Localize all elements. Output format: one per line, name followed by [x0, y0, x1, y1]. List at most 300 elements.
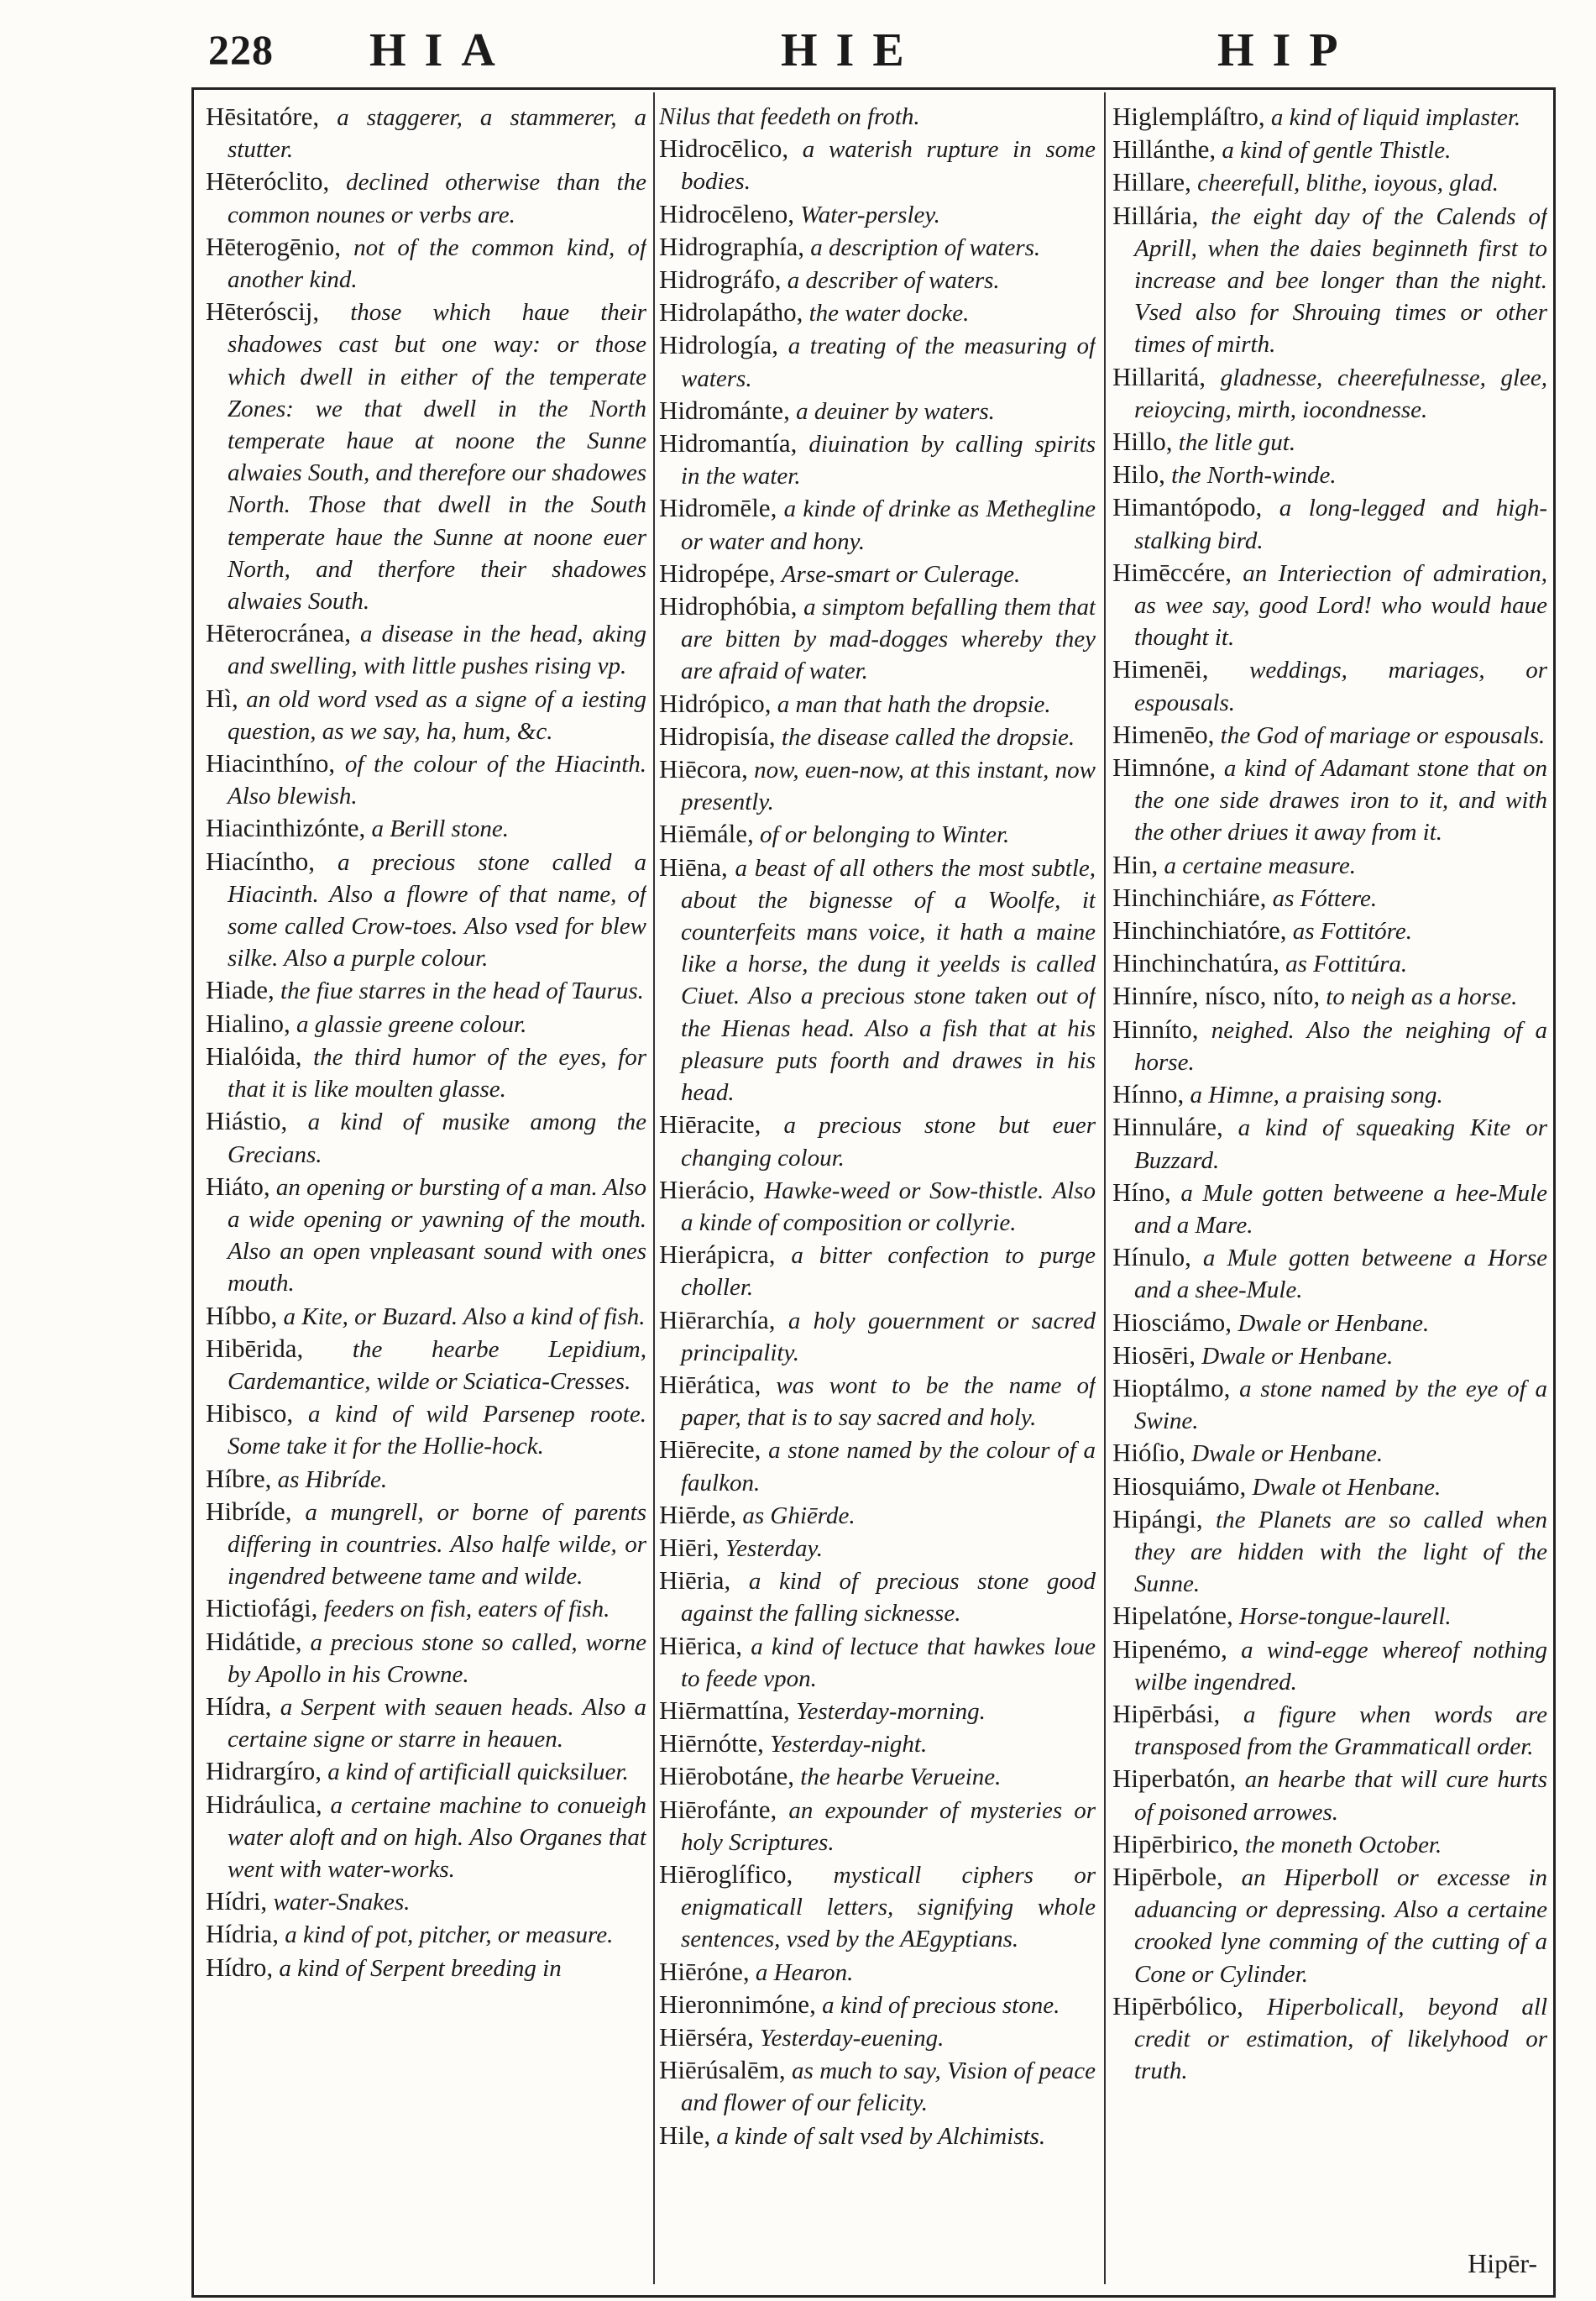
dictionary-entry [1112, 1990, 1547, 2088]
dictionary-entry [659, 852, 1096, 1109]
entry-headword: Hipelatóne, [1112, 1601, 1233, 1631]
entry-definition: a beast of all others the most subtle, about the bignesse of a Woolfe, it counterfeits mans voice, it hath a maine like a horse, the dung it yeelds is called Ciuet. Also a precious stone taken out of the Hienas head. Also a fish that at his pleasure puts foorth and drawes in his head. [681, 854, 1096, 1107]
entry-headword: Hiáto, [206, 1171, 270, 1201]
dictionary-entry [1112, 1078, 1547, 1111]
entry-headword: Hiērde, [659, 1499, 737, 1529]
dictionary-entry [206, 747, 646, 812]
dictionary-entry [206, 1626, 646, 1690]
dictionary-entry [1112, 459, 1547, 491]
dictionary-entry [659, 1304, 1096, 1369]
entry-headword: Hinníto, [1112, 1014, 1199, 1044]
entry-headword: Hidrománte, [659, 395, 790, 425]
entry-headword: Hiērecite, [659, 1434, 761, 1465]
entry-definition: now, euen-now, at this instant, now presently. [681, 757, 1096, 816]
dictionary-entry [659, 1565, 1096, 1629]
dictionary-entry [659, 1794, 1096, 1858]
dictionary-entry [206, 1397, 646, 1462]
entry-headword: Hiērséra, [659, 2021, 754, 2052]
dictionary-entry [206, 1300, 646, 1333]
entry-headword: Hēterogēnio, [206, 231, 341, 261]
dictionary-entry [206, 1463, 646, 1496]
entry-definition: the third humor of the eyes, for that it is like moulten glasse. [228, 1043, 646, 1103]
dictionary-entry [206, 1008, 646, 1040]
entry-headword: Hipángi, [1112, 1503, 1203, 1533]
entry-headword: Hipērbole, [1112, 1861, 1223, 1891]
entry-headword: Hidrocēleno, [659, 198, 794, 228]
entry-headword: Hioptálmo, [1112, 1372, 1231, 1402]
entry-definition: Dwale or Henbane. [1201, 1342, 1394, 1370]
dictionary-entry [1112, 1763, 1547, 1827]
dictionary-entry [206, 1690, 646, 1755]
entry-headword: Hipenémo, [1112, 1633, 1227, 1664]
entry-headword: Hidrográfo, [659, 265, 782, 295]
entry-definition: Dwale or Henbane. [1191, 1440, 1384, 1468]
entry-headword: Hiosciámo, [1112, 1307, 1232, 1337]
entry-definition: the Planets are so called when they are hidden with the light of the Sunne. [1134, 1506, 1547, 1598]
entry-headword: Hiosēri, [1112, 1339, 1196, 1370]
dictionary-entry [1112, 557, 1547, 654]
entry-headword: Hínno, [1112, 1079, 1185, 1109]
dictionary-entry [1112, 166, 1547, 199]
dictionary-entry [659, 1630, 1096, 1695]
dictionary-entry [659, 1989, 1096, 2021]
page-number: 228 [208, 26, 274, 73]
entry-headword: Hidrolapátho, [659, 297, 803, 328]
entry-headword: Hiástio, [206, 1106, 288, 1136]
entry-definition: a certaine measure. [1164, 852, 1356, 879]
entry-headword: Hieronnimóne, [659, 1989, 816, 2019]
dictionary-entry [206, 1592, 646, 1625]
entry-definition: a precious stone but euer changing colour. [681, 1112, 1096, 1171]
entry-headword: Híbbo, [206, 1300, 278, 1330]
entry-definition: an Interiection of admiration, as wee say, good Lord! who would haue thought it. [1134, 559, 1547, 652]
entry-headword: Hiērúsalēm, [659, 2055, 786, 2085]
entry-headword: Hiērmattína, [659, 1695, 790, 1725]
running-head-left: HIA [369, 24, 514, 76]
entry-headword: Híbre, [206, 1463, 272, 1493]
dictionary-entry [659, 296, 1096, 329]
dictionary-entry [659, 264, 1096, 296]
entry-definition: as Hibríde. [277, 1465, 388, 1493]
entry-headword: Hiērica, [659, 1630, 742, 1660]
entry-headword: Hidráulica, [206, 1789, 322, 1819]
entry-definition: Hawke-weed or Sow-thistle. Also a kinde of composition or collyrie. [681, 1177, 1096, 1236]
entry-definition: to neigh as a horse. [1326, 983, 1518, 1011]
dictionary-entry [206, 974, 646, 1007]
entry-definition: a stone named by the eye of a Swine. [1134, 1375, 1547, 1435]
entry-headword: Hiēróne, [659, 1956, 750, 1986]
entry-definition: a kind of pot, pitcher, or measure. [285, 1921, 614, 1949]
dictionary-entry [659, 1760, 1096, 1793]
entry-definition: as Fottitóre. [1292, 918, 1413, 946]
entry-headword: Hidromēle, [659, 493, 777, 523]
entry-headword: Hierácio, [659, 1174, 756, 1204]
entry-headword: Hídro, [206, 1952, 274, 1982]
entry-definition: a bitter confection to purge choller. [681, 1242, 1096, 1302]
entry-definition: Dwale ot Henbane. [1252, 1473, 1442, 1501]
dictionary-entry [659, 590, 1096, 688]
entry-headword: Hidátide, [206, 1626, 302, 1656]
entry-definition: declined otherwise than the common nounes or verbs are. [228, 169, 646, 228]
entry-headword: Hinchinchatúra, [1112, 948, 1279, 978]
dictionary-entry [1112, 1600, 1547, 1633]
dictionary-entry [659, 231, 1096, 264]
dictionary-entry [1112, 101, 1547, 134]
dictionary-entry [1112, 1111, 1547, 1176]
entry-headword: Hiēna, [659, 852, 728, 882]
entry-definition: a kinde of drinke as Methegline or water and hony. [681, 495, 1096, 555]
dictionary-entry [1112, 1828, 1547, 1861]
entry-definition: cheerefull, blithe, ioyous, glad. [1197, 170, 1499, 197]
entry-headword: Hiēracite, [659, 1109, 761, 1140]
dictionary-entry [659, 688, 1096, 721]
entry-headword: Hibisco, [206, 1398, 294, 1428]
entry-headword: Hibērida, [206, 1333, 304, 1363]
entry-definition: Yesterday-morning. [796, 1697, 986, 1725]
entry-definition: a description of waters. [810, 233, 1041, 261]
entry-headword: Hiērática, [659, 1369, 761, 1399]
entry-headword: Higlempláſtro, [1112, 102, 1265, 131]
entry-headword: Hiērnótte, [659, 1728, 764, 1759]
entry-headword: Hidrocēlico, [659, 134, 789, 164]
dictionary-entry [659, 2120, 1096, 2152]
entry-definition: a describer of waters. [787, 267, 1000, 295]
entry-definition: a Mule gotten betweene a hee-Mule and a Mare. [1134, 1179, 1547, 1239]
dictionary-entry [1112, 361, 1547, 426]
entry-definition: the moneth October. [1244, 1831, 1442, 1858]
running-head-center: HIE [781, 24, 923, 76]
dictionary-entry [659, 1369, 1096, 1434]
entry-headword: Hipērbirico, [1112, 1828, 1239, 1858]
dictionary-entry [1112, 1177, 1547, 1241]
entry-definition: a kind of precious stone good against the falling sicknesse. [681, 1568, 1096, 1627]
entry-headword: Himenēi, [1112, 654, 1209, 684]
dictionary-entry [659, 198, 1096, 231]
dictionary-entry [659, 1499, 1096, 1532]
dictionary-entry [659, 1956, 1096, 1989]
entry-definition: a kinde of salt vsed by Alchimists. [716, 2122, 1046, 2150]
entry-headword: Hidropépe, [659, 558, 776, 588]
entry-headword: Hiperbatón, [1112, 1764, 1237, 1794]
entry-definition: Nilus that feedeth on froth. [659, 103, 920, 130]
dictionary-entry [1112, 1241, 1547, 1306]
entry-headword: Hillaritá, [1112, 361, 1206, 391]
dictionary-entry [659, 1434, 1096, 1498]
entry-headword: Hēterocránea, [206, 618, 351, 648]
entry-headword: Hillánthe, [1112, 134, 1217, 165]
entry-definition: a treating of the measuring of waters. [681, 333, 1096, 392]
dictionary-entry [1112, 980, 1547, 1013]
entry-definition: as Ghiērde. [742, 1502, 856, 1529]
entry-headword: Hictiofági, [206, 1593, 318, 1623]
dictionary-entry [206, 1789, 646, 1886]
entry-definition: the hearbe Lepidium, Cardemantice, wilde or Sciatica-Cresses. [228, 1335, 646, 1395]
dictionary-entry [206, 812, 646, 845]
entry-definition: Horse-tongue-laurell. [1239, 1603, 1452, 1631]
dictionary-entry [659, 1174, 1096, 1239]
entry-headword: Hile, [659, 2120, 711, 2150]
entry-definition: a precious stone called a Hiacinth. Also a flowre of that name, of some called Crow-toes. Also vsed for blew silke. Also a purple colour. [228, 848, 646, 972]
entry-headword: Hēteróclito, [206, 166, 330, 197]
entry-definition: the God of mariage or espousals. [1220, 721, 1546, 749]
dictionary-entry [1112, 1372, 1547, 1437]
dictionary-entry [659, 2054, 1096, 2119]
entry-definition: Hiperbolicall, beyond all credit or estimation, of likelyhood or truth. [1134, 1993, 1547, 2085]
entry-headword: Hipērbási, [1112, 1698, 1221, 1728]
entry-headword: Hiēroglífico, [659, 1858, 793, 1889]
entry-definition: Yesterday-night. [770, 1731, 928, 1759]
entry-definition: a kind of liquid implaster. [1270, 104, 1521, 131]
entry-definition: a long-legged and high-stalking bird. [1134, 495, 1547, 554]
entry-definition: a Hearon. [755, 1958, 854, 1986]
entry-headword: Hidrología, [659, 330, 779, 360]
dictionary-entry [659, 1239, 1096, 1303]
dictionary-entry [1112, 1503, 1547, 1601]
entry-definition: a precious stone so called, worne by Apollo in his Crowne. [228, 1628, 646, 1688]
dictionary-entry [206, 101, 646, 165]
dictionary-entry [206, 1040, 646, 1105]
entry-definition: Dwale or Henbane. [1238, 1309, 1430, 1337]
entry-definition: an hearbe that will cure hurts of poisoned arrowes. [1134, 1766, 1547, 1826]
entry-definition: a Kite, or Buzard. Also a kind of fish. [283, 1303, 646, 1330]
dictionary-entry [1112, 915, 1547, 947]
entry-headword: Hialóida, [206, 1040, 302, 1071]
dictionary-entry [659, 133, 1096, 197]
dictionary-entry [659, 492, 1096, 557]
entry-headword: Hinchinchiáre, [1112, 882, 1267, 912]
entry-definition: a kind of artificiall quicksiluer. [327, 1759, 629, 1786]
dictionary-entry [1112, 1437, 1547, 1470]
entry-headword: Hídria, [206, 1919, 279, 1949]
entry-definition: Yesterday. [725, 1534, 823, 1562]
entry-definition: a deuiner by waters. [796, 397, 995, 425]
dictionary-entry [659, 558, 1096, 590]
entry-definition: the eight day of the Calends of Aprill, when the daies beginneth first to increase and bee longer than the night. Vsed also for Shrouing times or other times of mirth. [1134, 202, 1547, 359]
entry-definition: neighed. Also the neighing of a horse. [1134, 1016, 1547, 1076]
entry-headword: Himenēo, [1112, 719, 1215, 749]
entry-headword: Hiēmále, [659, 819, 754, 849]
entry-headword: Hēteróscij, [206, 296, 320, 327]
dictionary-entry [1112, 1861, 1547, 1990]
dictionary-entry [206, 296, 646, 617]
dictionary-entry [206, 1918, 646, 1951]
entry-definition: a glassie greene colour. [296, 1010, 527, 1038]
entry-headword: Hiērarchía, [659, 1304, 776, 1334]
dictionary-entry [659, 395, 1096, 427]
entry-headword: Hínulo, [1112, 1242, 1191, 1272]
entry-definition: Water-persley. [800, 201, 940, 228]
entry-definition: the North-winde. [1171, 462, 1337, 490]
dictionary-entry [206, 1952, 646, 1984]
dictionary-entry [659, 101, 1096, 133]
entry-definition: a simptom befalling them that are bitten by mad-dogges whereby they are afraid of water. [681, 594, 1096, 685]
entry-headword: Hin, [1112, 849, 1159, 879]
entry-definition: water-Snakes. [273, 1889, 411, 1916]
entry-headword: Hì, [206, 683, 238, 713]
dictionary-entry [1112, 849, 1547, 882]
entry-headword: Hillária, [1112, 200, 1199, 230]
entry-headword: Himantópodo, [1112, 492, 1263, 522]
entry-headword: Hiacíntho, [206, 846, 315, 876]
column-left [206, 101, 646, 2276]
entry-headword: Hillo, [1112, 427, 1173, 457]
entry-headword: Hibríde, [206, 1496, 292, 1526]
dictionary-entry [659, 2021, 1096, 2054]
entry-definition: feeders on fish, eaters of fish. [323, 1596, 610, 1623]
entry-headword: Hiērobotáne, [659, 1761, 794, 1791]
dictionary-entry [206, 165, 646, 230]
dictionary-entry [1112, 947, 1547, 980]
entry-definition: a kind of squeaking Kite or Buzzard. [1134, 1114, 1547, 1174]
entry-definition: mysticall ciphers or enigmaticall letters, signifying whole sentences, vsed by the AEgyptians. [681, 1861, 1096, 1953]
dictionary-entry [1112, 1633, 1547, 1698]
entry-definition: an opening or bursting of a man. Also a wide opening or yawning of the mouth. Also an open vnpleasant sound with ones mouth. [228, 1173, 646, 1297]
dictionary-entry [659, 1532, 1096, 1565]
entry-definition: a Serpent with seauen heads. Also a certaine signe or starre in heauen. [228, 1693, 646, 1753]
entry-definition: a man that hath the dropsie. [777, 690, 1051, 718]
entry-headword: Himnóne, [1112, 752, 1217, 783]
entry-headword: Hiēcora, [659, 754, 748, 784]
dictionary-entry [1112, 719, 1547, 752]
dictionary-entry [1112, 1014, 1547, 1078]
dictionary-entry [206, 1333, 646, 1397]
entry-definition: an expounder of mysteries or holy Scriptures. [681, 1796, 1096, 1856]
dictionary-entry [206, 617, 646, 682]
entry-definition: those which haue their shadowes cast but one way: or those which dwell in either of the temperate Zones: we that dwell in the North temperate haue at noone the Sunne alwaies South, and therefore our shadowes North. Those that dwell in the South temperate haue the Sunne at noone euer North, and therfore their shadowes alwaies South. [228, 299, 646, 616]
entry-headword: Hiēria, [659, 1565, 731, 1596]
entry-definition: gladnesse, cheerefulnesse, glee, reioycing, mirth, iocondnesse. [1134, 364, 1547, 423]
entry-headword: Hiacinthíno, [206, 748, 336, 778]
dictionary-entry [206, 1885, 646, 1918]
dictionary-entry [206, 231, 646, 296]
entry-definition: a Mule gotten betweene a Horse and a shee-Mule. [1134, 1245, 1547, 1304]
entry-headword: Hídri, [206, 1886, 268, 1916]
entry-headword: Hiērofánte, [659, 1794, 777, 1824]
entry-headword: Hidrographía, [659, 231, 805, 261]
dictionary-entry [1112, 653, 1547, 718]
entry-definition: a figure when words are transposed from the Grammaticall order. [1134, 1701, 1547, 1761]
entry-definition: a kind of wild Parsenep roote. Some take it for the Hollie-hock. [228, 1401, 646, 1460]
entry-definition: a stone named by the colour of a faulkon. [681, 1437, 1096, 1496]
dictionary-entry [206, 1105, 646, 1170]
entry-definition: a certaine machine to conueigh water aloft and on high. Also Organes that went with water-works. [228, 1791, 646, 1883]
entry-headword: Hidrargíro, [206, 1756, 322, 1786]
catchword: Hipēr- [1468, 2248, 1537, 2278]
entry-definition: the water docke. [808, 300, 970, 328]
entry-definition: a disease in the head, aking and swelling, with little pushes rising vp. [228, 621, 646, 680]
column-divider [653, 92, 655, 2284]
entry-definition: the hearbe Verueine. [800, 1764, 1002, 1791]
entry-headword: Hidrophóbia, [659, 591, 798, 621]
dictionary-entry [206, 1496, 646, 1593]
dictionary-entry [206, 846, 646, 975]
entry-definition: as Fottitúra. [1285, 951, 1408, 978]
entry-headword: Hēsitatóre, [206, 102, 320, 131]
entry-headword: Hinchinchiatóre, [1112, 915, 1287, 946]
entry-headword: Hillare, [1112, 167, 1191, 197]
dictionary-entry [659, 721, 1096, 753]
dictionary-entry [206, 1171, 646, 1300]
dictionary-entry [206, 683, 646, 747]
dictionary-entry [206, 1755, 646, 1788]
dictionary-entry [1112, 1339, 1547, 1372]
entry-headword: Hiacinthizónte, [206, 813, 366, 843]
entry-headword: Hialino, [206, 1008, 290, 1038]
dictionary-entry [659, 1109, 1096, 1173]
dictionary-entry [1112, 752, 1547, 849]
entry-definition: the disease called the dropsie. [781, 723, 1075, 751]
entry-definition: a kind of lectuce that hawkes loue to feede vpon. [681, 1633, 1096, 1692]
entry-definition: Yesterday-euening. [760, 2024, 945, 2052]
dictionary-entry [1112, 426, 1547, 459]
entry-definition: a Himne, a praising song. [1190, 1082, 1443, 1109]
entry-definition: an Hiperboll or excesse in aduancing or depressing. Also a certaine crooked lyne comming of the cutting of a Cone or Cylinder. [1134, 1863, 1547, 1988]
entry-definition: a kind of gentle Thistle. [1222, 137, 1452, 165]
dictionary-entry [659, 1727, 1096, 1760]
dictionary-entry [659, 753, 1096, 818]
dictionary-entry [659, 818, 1096, 851]
entry-definition: the litle gut. [1178, 429, 1296, 457]
entry-definition: diuination by calling spirits in the water. [681, 431, 1096, 490]
entry-definition: was wont to be the name of paper, that is to say sacred and holy. [681, 1371, 1096, 1432]
entry-definition: not of the common kind, of another kind. [228, 233, 646, 294]
entry-headword: Hiēri, [659, 1532, 720, 1562]
entry-headword: Hídra, [206, 1690, 272, 1721]
dictionary-entry [1112, 1470, 1547, 1503]
dictionary-entry [1112, 200, 1547, 361]
entry-headword: Himēccére, [1112, 557, 1232, 587]
dictionary-entry [1112, 882, 1547, 915]
entry-definition: a Berill stone. [371, 815, 510, 843]
column-middle [659, 101, 1096, 2276]
entry-headword: Hinníre, nísco, níto, [1112, 981, 1321, 1011]
dictionary-entry [659, 329, 1096, 394]
entry-headword: Hierápicra, [659, 1240, 776, 1270]
dictionary-entry [659, 1695, 1096, 1727]
entry-headword: Hiosquiámo, [1112, 1470, 1247, 1501]
column-right [1112, 101, 1547, 2276]
dictionary-entry [1112, 491, 1547, 556]
dictionary-entry [1112, 134, 1547, 166]
entry-definition: of the colour of the Hiacinth. Also blewish. [228, 751, 646, 810]
entry-definition: of or belonging to Winter. [760, 821, 1010, 849]
entry-headword: Híno, [1112, 1177, 1171, 1207]
entry-headword: Hióſio, [1112, 1438, 1185, 1468]
entry-definition: the fiue starres in the head of Taurus. [280, 978, 644, 1005]
entry-definition: a kind of precious stone. [822, 1991, 1060, 2019]
entry-definition: a kind of Adamant stone that on the one side drawes iron to it, and with the other driues it away from it. [1134, 755, 1547, 846]
entry-headword: Hilo, [1112, 459, 1165, 490]
column-divider [1104, 92, 1106, 2284]
entry-definition: a staggerer, a stammerer, a stutter. [228, 104, 646, 164]
entry-definition: Arse-smart or Culerage. [781, 560, 1021, 588]
dictionary-entry [1112, 1307, 1547, 1339]
entry-headword: Hidromantía, [659, 428, 798, 459]
entry-definition: as Fóttere. [1272, 884, 1378, 912]
entry-headword: Hidrópico, [659, 688, 772, 718]
entry-definition: a waterish rupture in some bodies. [681, 136, 1096, 196]
dictionary-entry [1112, 1698, 1547, 1763]
entry-definition: a kind of musike among the Grecians. [228, 1109, 646, 1168]
entry-definition: a kind of Serpent breeding in [279, 1954, 562, 1982]
entry-definition: weddings, mariages, or espousals. [1134, 657, 1547, 716]
entry-definition: an old word vsed as a signe of a iesting question, as we say, ha, hum, &c. [228, 685, 646, 745]
entry-definition: a wind-egge whereof nothing wilbe ingendred. [1134, 1636, 1547, 1696]
entry-definition: a holy gouernment or sacred principality. [681, 1307, 1096, 1366]
entry-headword: Hidropisía, [659, 721, 776, 751]
running-head-right: HIP [1217, 24, 1357, 76]
dictionary-entry [659, 427, 1096, 492]
